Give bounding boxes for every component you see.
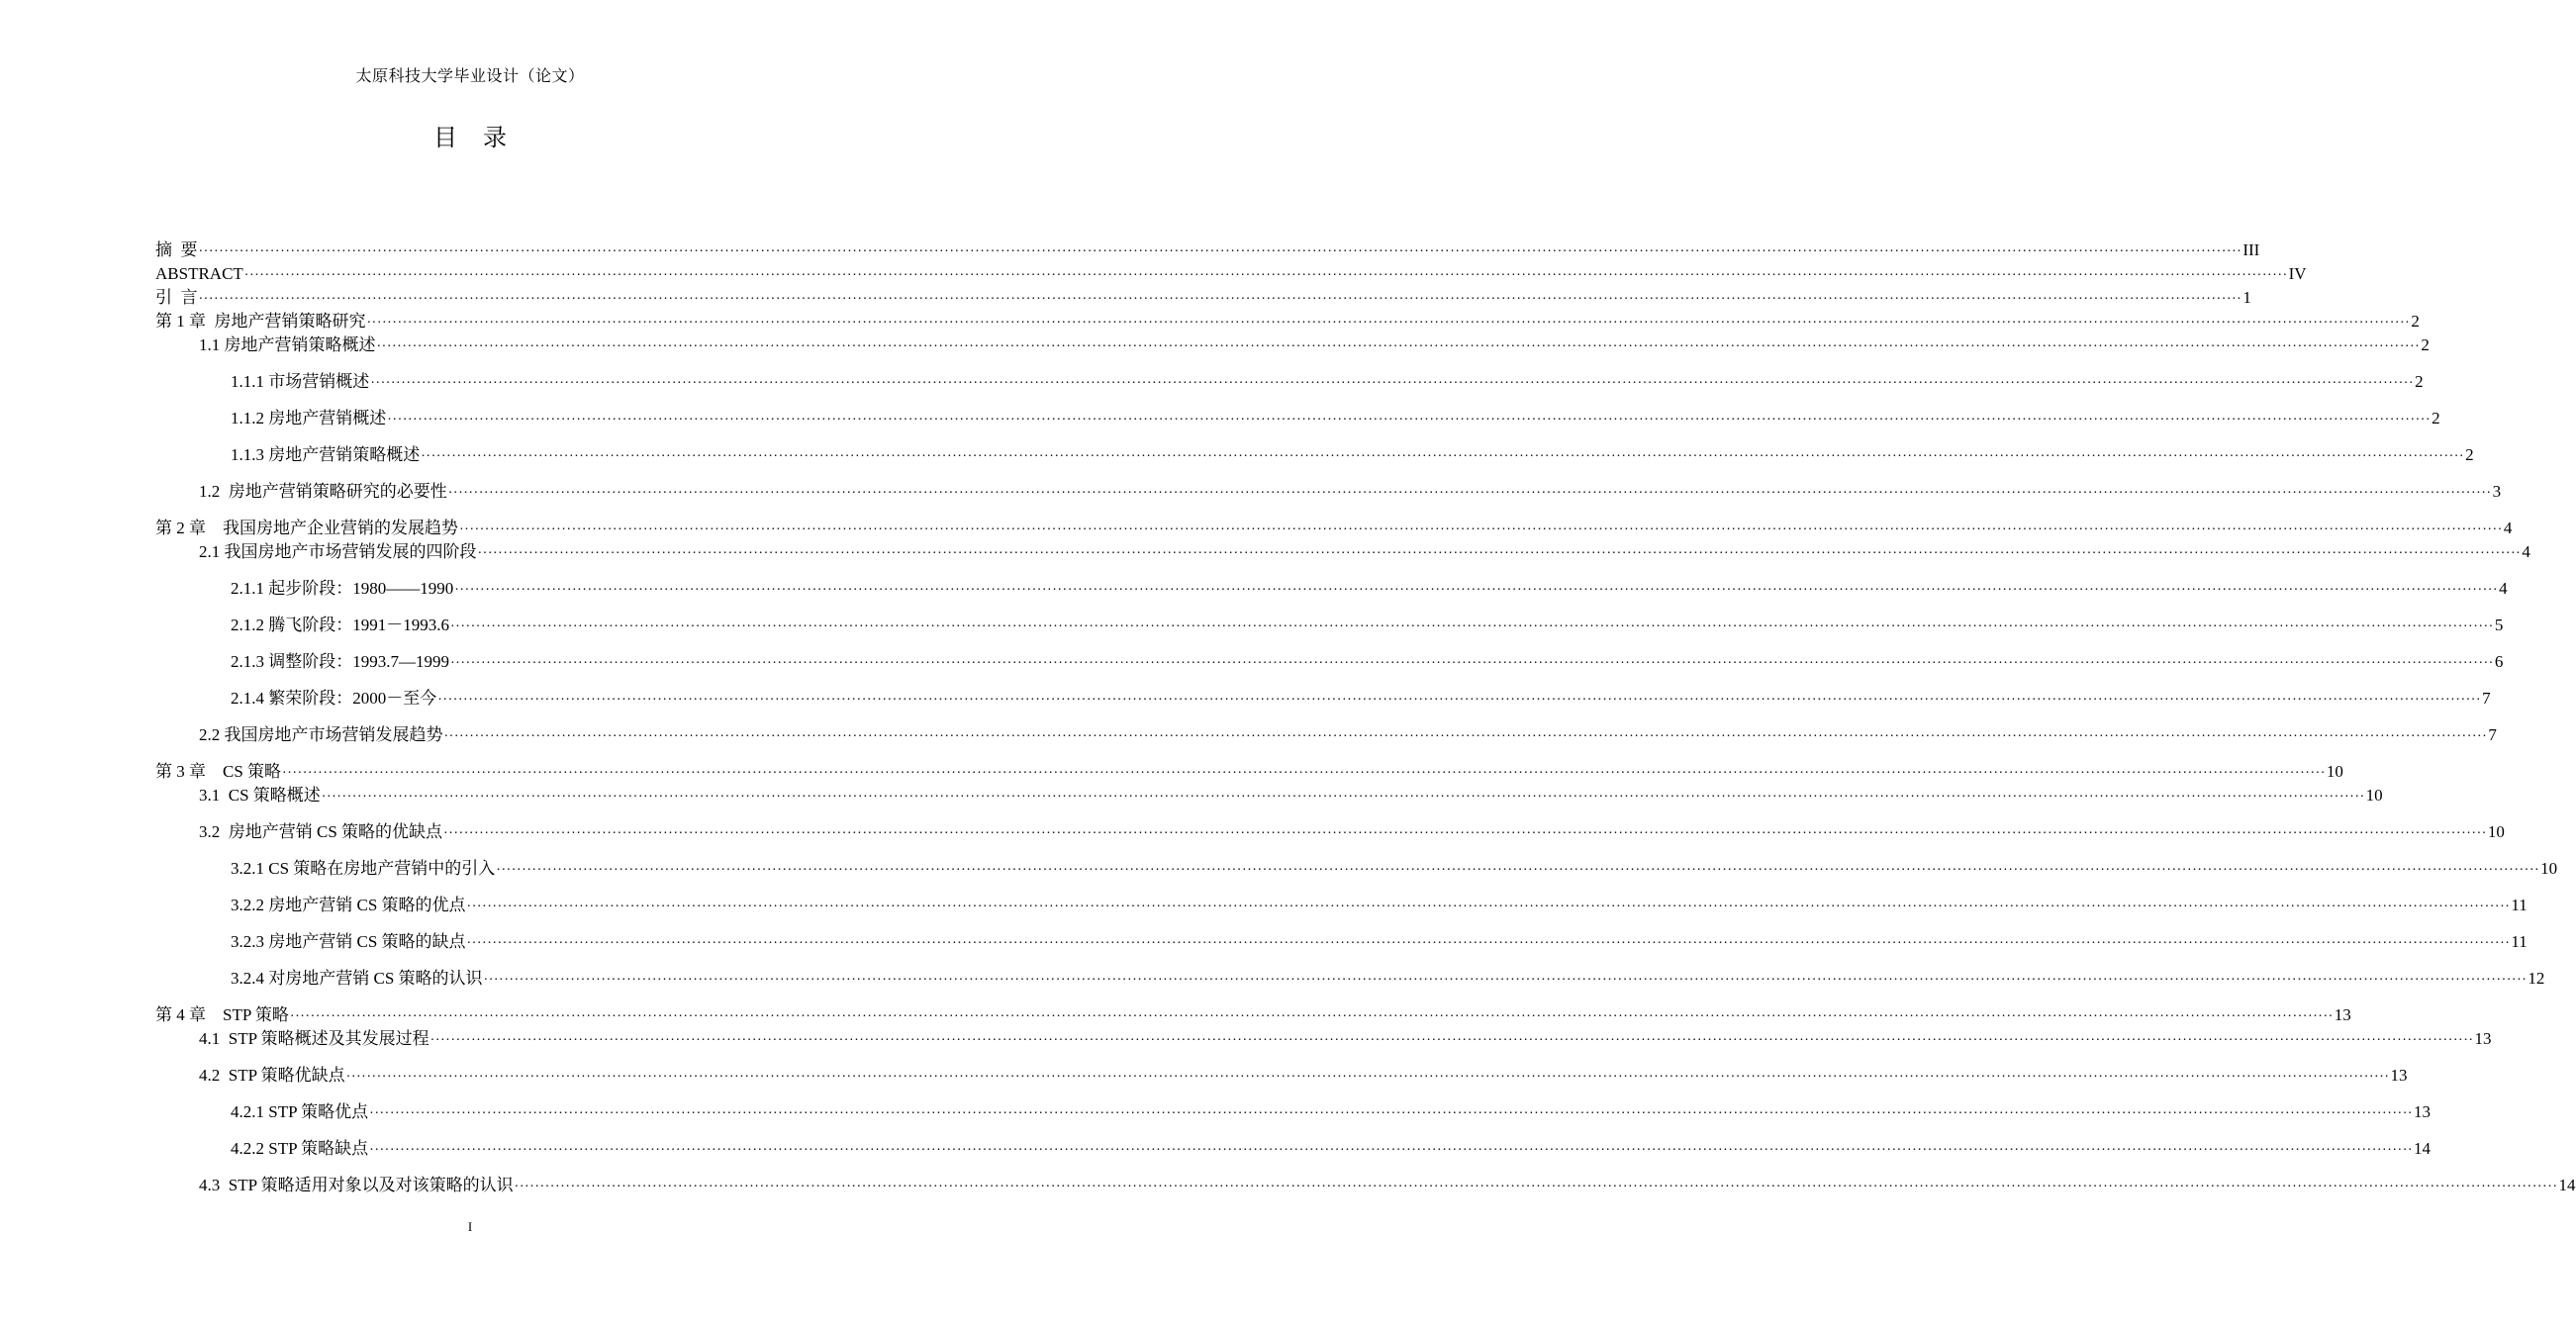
toc-entry[interactable] [155,262,2307,286]
toc-dot-leader: ················································································································································································································································································································································································································ [387,413,2432,428]
toc-entry-page: IV [2288,264,2307,283]
toc-entry-page: 5 [2494,616,2504,634]
toc-entry-page: 10 [2326,762,2343,781]
toc-dot-leader: ················································································································································································································································································································································································································ [289,1009,2334,1024]
toc-dot-leader: ················································································································································································································································································································································································································ [443,729,2488,744]
toc-entry-page: 2 [2465,445,2474,464]
toc-entry[interactable] [155,310,2420,333]
toc-entry-page: 1 [2242,288,2251,307]
toc-entry[interactable] [155,407,2440,430]
toc-entry-page: 13 [2474,1029,2492,1048]
toc-dot-leader: ················································································································································································································································································································································································································ [514,1180,2558,1194]
toc-entry-page: 10 [2487,822,2505,841]
toc-dot-leader: ················································································································································································································································································································································································································ [243,268,2288,283]
toc-entry-label: 2.1 我国房地产市场营销发展的四阶段 [199,542,477,561]
toc-entry[interactable] [155,760,2343,784]
toc-entry-page: 2 [2415,372,2424,391]
toc-dot-leader: ················································································································································································································································································································································································································ [437,693,2482,708]
toc-dot-leader: ················································································································································································································································································································································································································ [198,292,2242,307]
toc-entry-page: 7 [2488,725,2497,744]
toc-entry[interactable] [155,614,2504,637]
toc-entry-label: 2.1.1 起步阶段：1980——1990 [231,579,454,598]
toc-dot-leader: ················································································································································································································································································································································································································ [483,973,2528,988]
toc-entry-page: III [2242,240,2260,259]
toc-entry-label: 1.1.2 房地产营销概述 [231,409,387,428]
toc-entry-page: 14 [2414,1139,2432,1158]
toc-entry-page: 4 [2503,519,2513,537]
toc-dot-leader: ················································································································································································································································································································································································································ [429,1033,2474,1048]
toc-entry-label: 1.2 房地产营销策略研究的必要性 [199,482,447,501]
toc-entry-label: 1.1 房地产营销策略概述 [199,335,376,354]
toc-entry-page: 12 [2528,969,2545,988]
toc-entry[interactable] [155,1027,2492,1051]
toc-entry[interactable] [155,784,2383,808]
toc-entry[interactable] [155,370,2424,394]
toc-entry[interactable] [155,238,2260,262]
toc-entry-label: 4.1 STP 策略概述及其发展过程 [199,1029,429,1048]
toc-dot-leader: ················································································································································································································································································································································································································ [450,656,2494,671]
toc-dot-leader: ················································································································································································································································································································································································································ [370,376,2415,391]
toc-entry-label: 第 1 章 房地产营销策略研究 [155,312,366,331]
toc-entry-label: 4.2.2 STP 策略缺点 [231,1139,369,1158]
toc-entry[interactable] [155,333,2430,357]
toc-entry-label: 引 言 [155,288,198,307]
toc-entry-page: 2 [2421,335,2430,354]
toc-entry-page: 4 [2499,579,2508,598]
toc-dot-leader: ················································································································································································································································································································································································································ [466,900,2511,914]
toc-entry-page: 4 [2522,542,2530,561]
toc-entry[interactable] [155,286,2251,310]
toc-entry-label: 2.1.3 调整阶段：1993.7—1999 [231,652,449,671]
toc-dot-leader: ················································································································································································································································································································································································································ [496,863,2540,878]
toc-entry-label: 第 3 章 CS 策略 [155,762,282,781]
toc-entry[interactable] [155,1100,2432,1124]
toc-entry[interactable] [155,577,2508,601]
toc-entry[interactable] [155,443,2474,467]
toc-entry[interactable] [155,517,2513,540]
toc-dot-leader: ················································································································································································································································································································································································································ [443,826,2487,841]
toc-dot-leader: ················································································································································································································································································································································································································ [376,339,2421,354]
toc-entry-page: 3 [2492,482,2502,501]
toc-dot-leader: ················································································································································································································································································································································································································ [282,766,2326,781]
toc-dot-leader: ················································································································································································································································································································································································································ [454,583,2499,598]
toc-entry[interactable] [155,820,2505,844]
toc-entry[interactable] [155,1137,2432,1161]
toc-dot-leader: ················································································································································································································································································································································································································ [345,1070,2390,1085]
page-number: I [467,1219,473,1234]
toc-entry-label: 4.2.1 STP 策略优点 [231,1102,369,1121]
table-of-contents [155,238,2576,1197]
toc-entry-label: 3.2.3 房地产营销 CS 策略的缺点 [231,932,466,951]
toc-entry-label: 3.2.4 对房地产营销 CS 策略的认识 [231,969,483,988]
toc-entry[interactable] [155,1003,2351,1027]
toc-entry[interactable] [155,687,2491,711]
toc-entry-page: 7 [2482,689,2491,708]
page-title: 目录 [433,126,532,151]
toc-dot-leader: ················································································································································································································································································································································································································ [198,244,2242,259]
toc-entry-label: 摘 要 [155,240,198,259]
toc-dot-leader: ················································································································································································································································································································································································································ [369,1143,2414,1158]
toc-entry[interactable] [155,857,2558,881]
toc-entry-page: 2 [2411,312,2420,331]
toc-entry-page: 10 [2540,859,2558,878]
toc-entry-label: ABSTRACT [155,264,243,283]
toc-entry[interactable] [155,894,2528,917]
toc-dot-leader: ················································································································································································································································································································································································································ [450,619,2494,634]
toc-entry-page: 13 [2390,1066,2408,1085]
toc-entry-page: 11 [2511,932,2528,951]
toc-entry-label: 1.1.1 市场营销概述 [231,372,370,391]
toc-dot-leader: ················································································································································································································································································································································································································ [369,1106,2414,1121]
toc-entry[interactable] [155,540,2530,564]
toc-entry[interactable] [155,650,2504,674]
toc-entry[interactable] [155,930,2528,954]
toc-entry-label: 3.2.2 房地产营销 CS 策略的优点 [231,896,466,914]
toc-entry-label: 2.1.2 腾飞阶段：1991－1993.6 [231,616,449,634]
running-header: 太原科技大学毕业设计（论文） [355,68,585,85]
toc-entry[interactable] [155,967,2545,991]
toc-entry-label: 1.1.3 房地产营销策略概述 [231,445,421,464]
toc-entry-label: 3.2.1 CS 策略在房地产营销中的引入 [231,859,496,878]
toc-entry-label: 2.1.4 繁荣阶段：2000－至今 [231,689,437,708]
toc-entry-page: 2 [2432,409,2440,428]
toc-entry-label: 3.2 房地产营销 CS 策略的优缺点 [199,822,443,841]
toc-entry-page: 13 [2414,1102,2432,1121]
toc-entry-label: 第 2 章 我国房地产企业营销的发展趋势 [155,519,458,537]
toc-dot-leader: ················································································································································································································································································································································································································ [466,936,2511,951]
toc-entry-label: 3.1 CS 策略概述 [199,786,321,805]
toc-entry[interactable] [155,1174,2576,1197]
toc-dot-leader: ················································································································································································································································································································································································································ [366,316,2411,331]
toc-entry-label: 4.2 STP 策略优缺点 [199,1066,345,1085]
toc-entry[interactable] [155,480,2502,504]
toc-entry-page: 14 [2558,1176,2576,1194]
toc-entry-page: 6 [2494,652,2504,671]
toc-dot-leader: ················································································································································································································································································································································································································ [459,522,2503,537]
toc-dot-leader: ················································································································································································································································································································································································································ [477,546,2522,561]
toc-dot-leader: ················································································································································································································································································································································································································ [421,449,2465,464]
toc-dot-leader: ················································································································································································································································································································································································································ [321,790,2365,805]
toc-entry-label: 第 4 章 STP 策略 [155,1005,289,1024]
toc-dot-leader: ················································································································································································································································································································································································································ [447,486,2492,501]
toc-entry-page: 11 [2511,896,2528,914]
toc-entry-page: 10 [2365,786,2383,805]
toc-entry-page: 13 [2334,1005,2351,1024]
toc-entry-label: 2.2 我国房地产市场营销发展趋势 [199,725,443,744]
toc-entry-label: 4.3 STP 策略适用对象以及对该策略的认识 [199,1176,514,1194]
toc-entry[interactable] [155,1064,2408,1088]
toc-entry[interactable] [155,723,2497,747]
